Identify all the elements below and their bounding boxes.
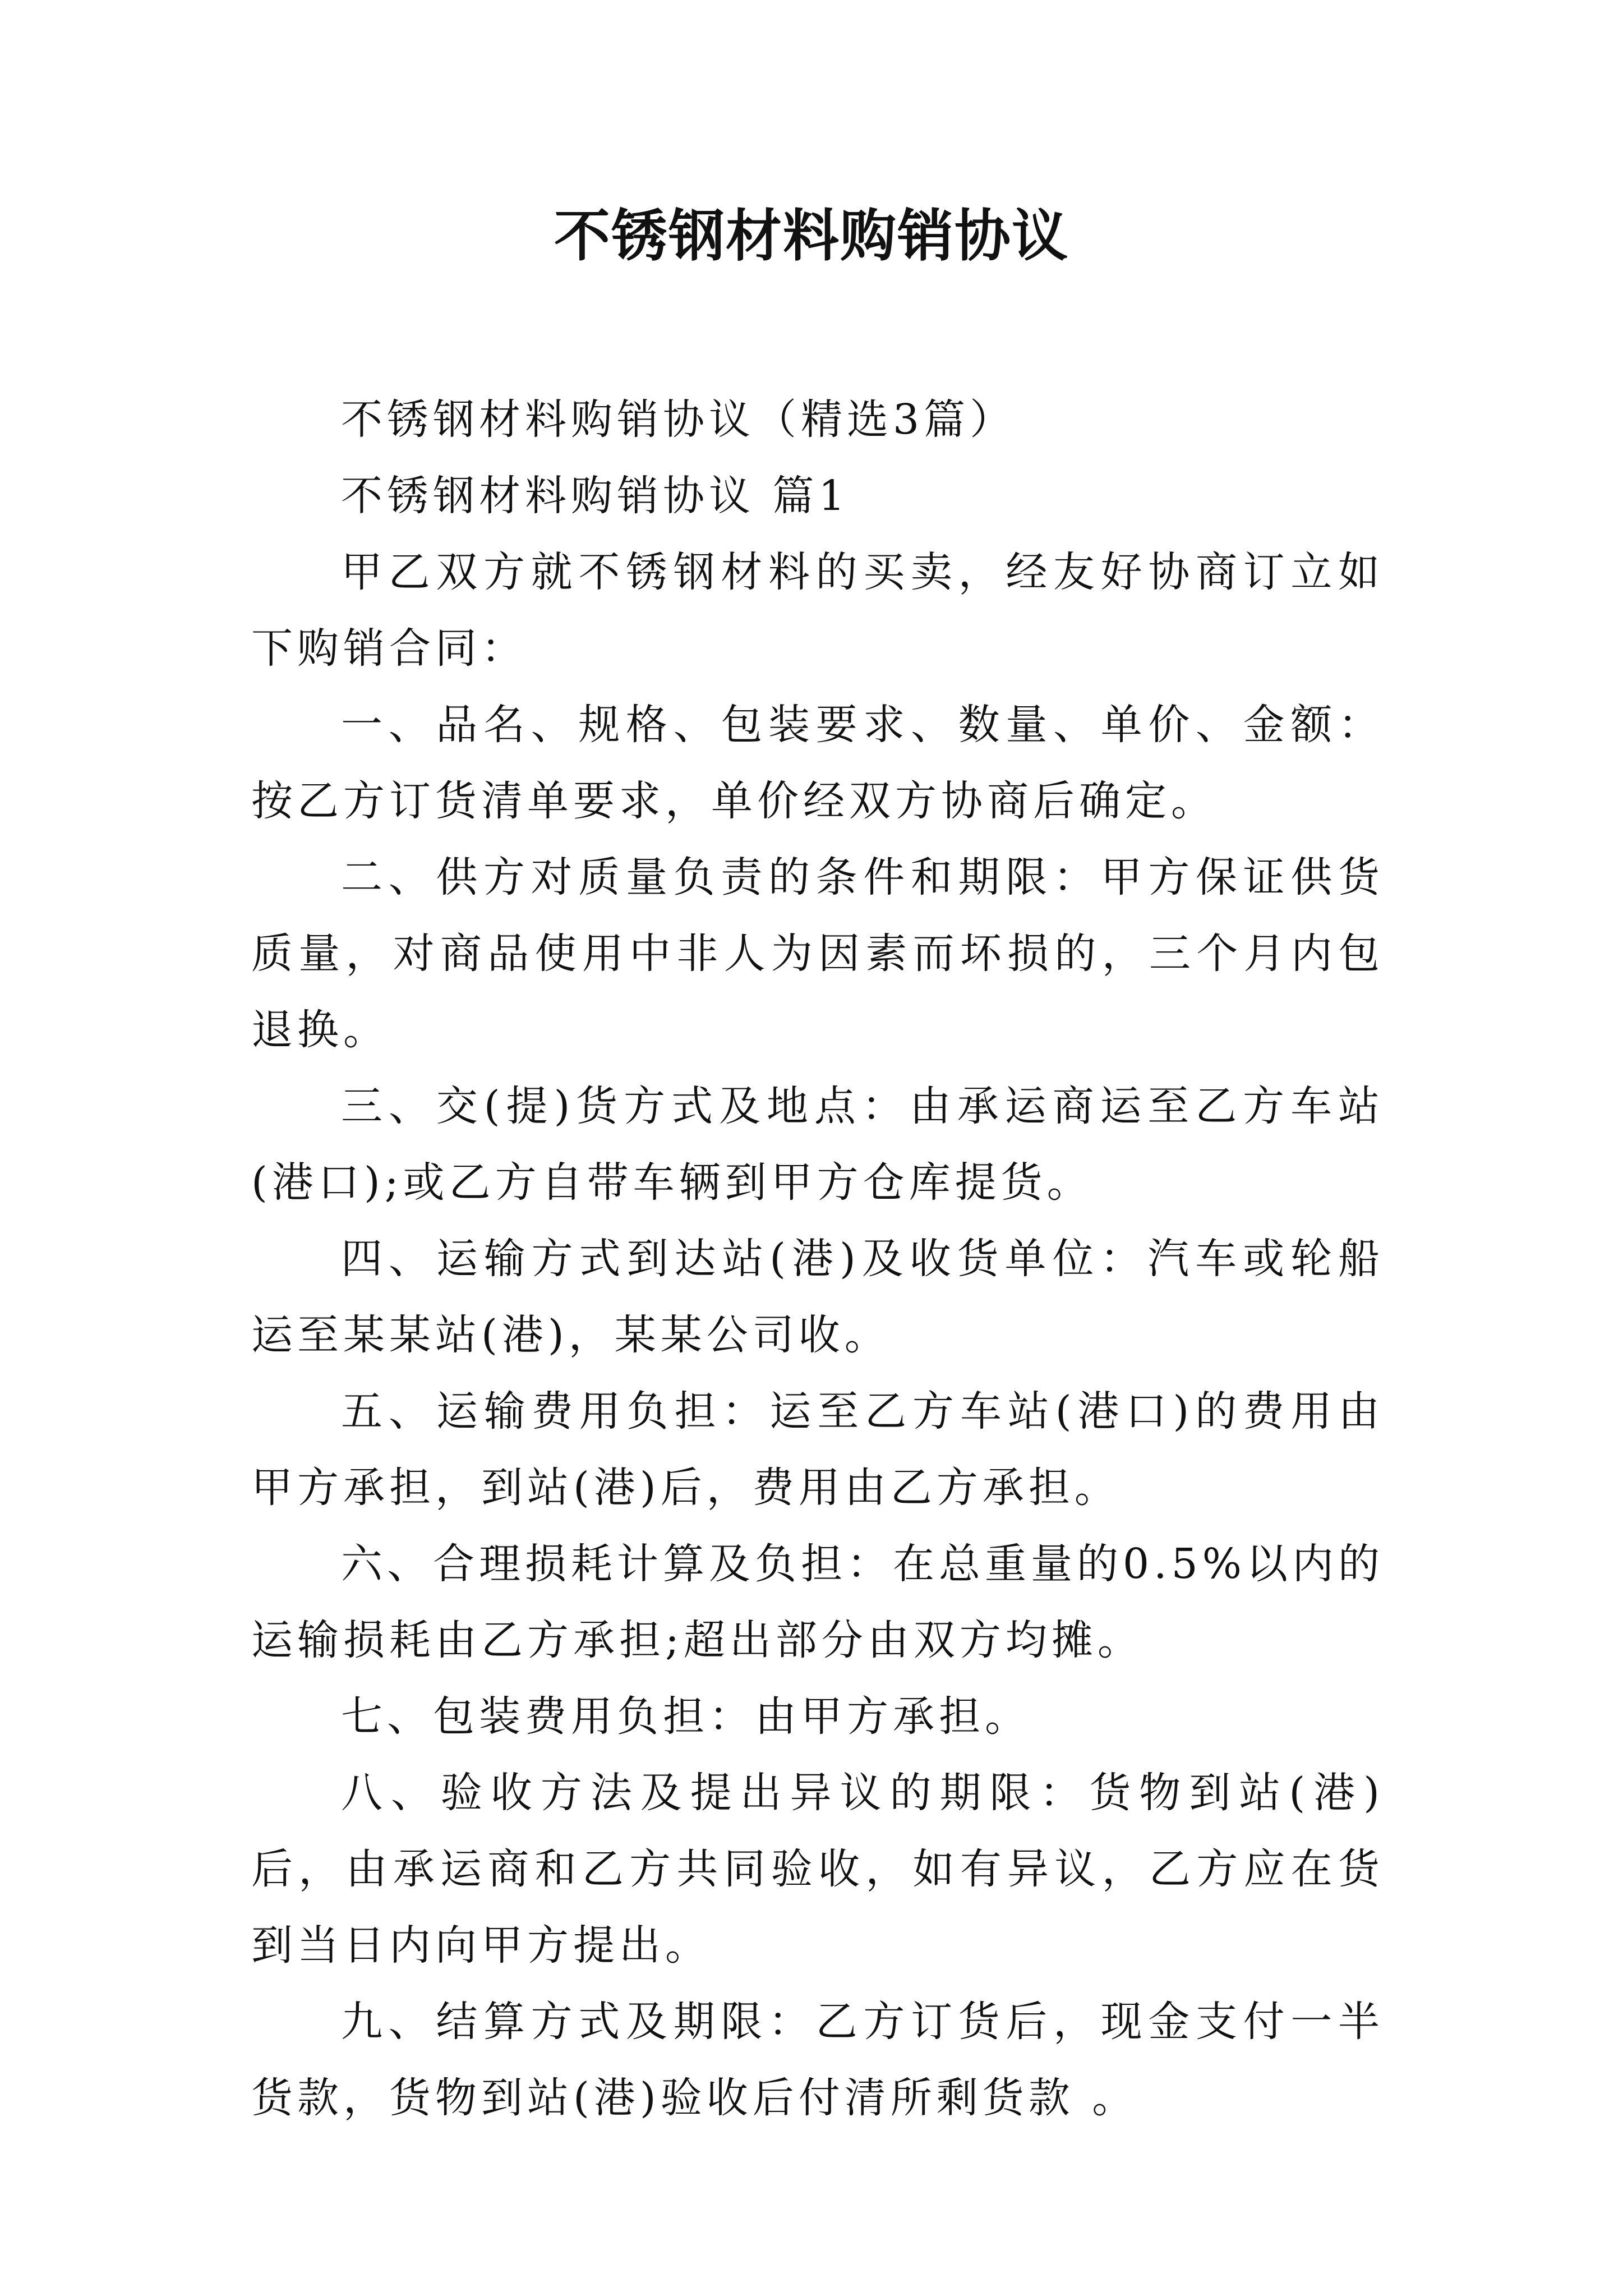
intro-paragraph: 甲乙双方就不锈钢材料的买卖，经友好协商订立如下购销合同： bbox=[251, 548, 1384, 673]
clause-8: 八、验收方法及提出异议的期限：货物到站(港)后，由承运商和乙方共同验收，如有异议，乙方应在货到当日内向甲方提出。 bbox=[251, 1769, 1384, 1970]
clause-4: 四、运输方式到达站(港)及收货单位：汽车或轮船运至某某站(港)，某某公司收。 bbox=[251, 1235, 1384, 1359]
document-title: 不锈钢材料购销协议 bbox=[554, 203, 1069, 269]
clause-1: 一、品名、规格、包装要求、数量、单价、金额：按乙方订货清单要求，单价经双方协商后确定。 bbox=[251, 701, 1384, 825]
clause-9: 九、结算方式及期限：乙方订货后，现金支付一半货款，货物到站(港)验收后付清所剩货款 。 bbox=[251, 1998, 1384, 2122]
clause-5: 五、运输费用负担：运至乙方车站(港口)的费用由甲方承担，到站(港)后，费用由乙方承担。 bbox=[251, 1387, 1384, 1512]
clause-2: 二、供方对质量负责的条件和期限：甲方保证供货质量，对商品使用中非人为因素而坏损的，三个月内包退换。 bbox=[251, 853, 1384, 1054]
section-heading: 不锈钢材料购销协议 篇1 bbox=[341, 472, 850, 520]
document-body bbox=[251, 381, 1384, 2136]
subtitle-selection: 不锈钢材料购销协议（精选3篇） bbox=[341, 395, 1016, 444]
clause-6: 六、合理损耗计算及负担：在总重量的0.5%以内的运输损耗由乙方承担;超出部分由双方均摊。 bbox=[251, 1540, 1384, 1664]
clause-3: 三、交(提)货方式及地点：由承运商运至乙方车站(港口);或乙方自带车辆到甲方仓库提货。 bbox=[251, 1082, 1384, 1207]
clause-7: 七、包装费用负担：由甲方承担。 bbox=[341, 1692, 1031, 1741]
